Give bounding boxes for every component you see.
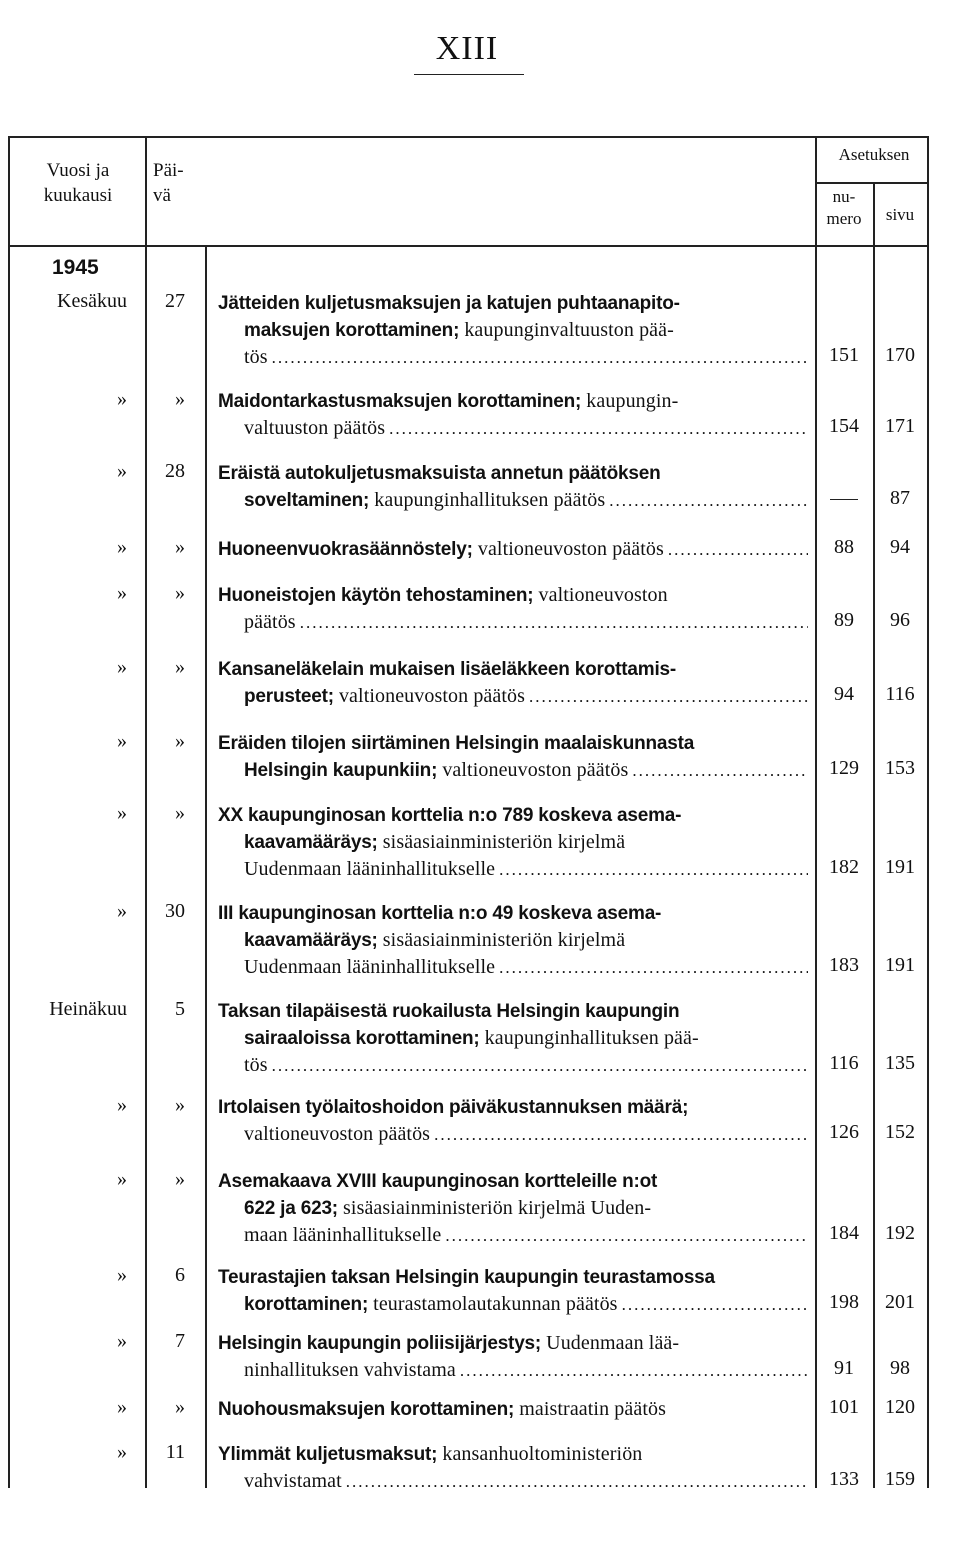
entry-title-line xyxy=(218,415,808,442)
entry-day: » xyxy=(175,582,185,604)
entry-title-line xyxy=(218,1357,808,1384)
dash-placeholder xyxy=(830,499,858,501)
entry-title-line xyxy=(218,1121,808,1148)
entry-title-line xyxy=(218,487,808,514)
entry-authority: Uudenmaan lääninhallitukselle xyxy=(244,956,496,978)
entry-month: » xyxy=(117,460,127,482)
entry-title-line xyxy=(218,1222,808,1249)
entry-title-line xyxy=(218,1330,808,1357)
entry-title xyxy=(218,536,808,563)
entry-month: » xyxy=(117,1330,127,1352)
entry-title xyxy=(218,290,808,371)
entry-authority: ninhallituksen vahvistama xyxy=(244,1359,456,1381)
entry-authority: Uudenmaan lääninhallitukselle xyxy=(244,858,496,880)
entry-decree-number: 116 xyxy=(829,1052,859,1074)
column-header-decree: Asetuksen xyxy=(838,145,910,164)
entry-subject: Jätteiden kuljetusmaksujen ja katujen puhtaanapito- xyxy=(218,293,680,314)
entry-title xyxy=(218,730,808,784)
entry-day: 27 xyxy=(165,290,185,312)
dot-leader xyxy=(499,856,808,883)
entry-subject: 622 ja 623; xyxy=(244,1198,338,1219)
entry-title-line xyxy=(218,1468,808,1495)
entry-day: » xyxy=(175,1396,185,1418)
entry-title xyxy=(218,1330,808,1384)
entry-title-line xyxy=(218,757,808,784)
entry-month: » xyxy=(117,1094,127,1116)
entry-subject: III kaupunginosan korttelia n:o 49 koskeva asema- xyxy=(218,903,662,924)
entry-title-line xyxy=(218,656,808,683)
entry-title-line xyxy=(218,344,808,371)
entry-title-line xyxy=(218,954,808,981)
entry-day: 5 xyxy=(175,998,185,1020)
entry-authority: tös xyxy=(244,1054,268,1076)
entry-title xyxy=(218,900,808,981)
entry-subject: Eräistä autokuljetusmaksuista annetun päätöksen xyxy=(218,463,661,484)
entry-decree-number: 129 xyxy=(829,757,859,779)
entry-decree-number: 133 xyxy=(829,1468,859,1490)
entry-page-number: 192 xyxy=(885,1222,915,1244)
entry-subject: soveltaminen; xyxy=(244,490,370,511)
dot-leader xyxy=(434,1121,808,1148)
dot-leader xyxy=(499,954,808,981)
entry-month: Kesäkuu xyxy=(57,290,127,312)
entry-authority: maistraatin päätös xyxy=(514,1398,666,1420)
entry-authority: sisäasiainministeriön kirjelmä Uuden- xyxy=(337,1197,652,1219)
entry-month: » xyxy=(117,656,127,678)
entry-decree-number xyxy=(816,487,872,510)
column-header-day: Päi- vä xyxy=(153,160,184,206)
entry-day: » xyxy=(175,1094,185,1116)
entry-day: 6 xyxy=(175,1264,185,1286)
column-header-number: nu- mero xyxy=(826,187,862,228)
column-header-page: sivu xyxy=(885,205,915,224)
entry-subject: kaavamääräys; xyxy=(244,832,378,853)
entry-decree-number: 89 xyxy=(834,609,854,631)
entry-page-number: 135 xyxy=(885,1052,915,1074)
entry-authority: Uudenmaan lää- xyxy=(541,1332,680,1354)
entry-authority: kaupunginhallituksen päätös xyxy=(369,489,606,511)
entry-authority: valtioneuvoston päätös xyxy=(472,538,664,560)
entry-title xyxy=(218,656,808,710)
entry-authority: valtuuston päätös xyxy=(244,417,386,439)
entry-authority: sisäasiainministeriön kirjelmä xyxy=(377,929,626,951)
entry-title xyxy=(218,1094,808,1148)
dot-leader xyxy=(346,1468,808,1495)
dot-leader xyxy=(300,609,808,636)
dot-leader xyxy=(609,487,808,514)
entry-title-line xyxy=(218,802,808,829)
dot-leader xyxy=(529,683,808,710)
entry-day: 7 xyxy=(175,1330,185,1352)
entry-title-line xyxy=(218,730,808,757)
entry-authority: kaupungin- xyxy=(581,390,679,412)
year-label: 1945 xyxy=(52,256,99,279)
entry-page-number: 191 xyxy=(885,954,915,976)
entry-authority: valtioneuvoston päätös xyxy=(437,759,629,781)
dot-leader xyxy=(460,1357,808,1384)
entry-subject: XX kaupunginosan korttelia n:o 789 koskeva asema- xyxy=(218,805,682,826)
entry-authority: valtioneuvoston päätös xyxy=(244,1123,431,1145)
entry-subject: sairaaloissa korottaminen; xyxy=(244,1028,480,1049)
entry-subject: Ylimmät kuljetusmaksut; xyxy=(218,1444,438,1465)
entry-title-line xyxy=(218,829,808,856)
entry-month: » xyxy=(117,1396,127,1418)
entry-title-line xyxy=(218,900,808,927)
dot-leader xyxy=(668,536,808,563)
entry-page-number: 153 xyxy=(885,757,915,779)
dot-leader xyxy=(632,757,808,784)
entry-decree-number: 183 xyxy=(829,954,859,976)
entry-title-line xyxy=(218,290,808,317)
entry-month: » xyxy=(117,1441,127,1463)
entry-authority: sisäasiainministeriön kirjelmä xyxy=(377,831,626,853)
entry-month: » xyxy=(117,900,127,922)
entry-page-number: 201 xyxy=(885,1291,915,1313)
entry-title-line xyxy=(218,317,808,344)
entry-title-line xyxy=(218,609,808,636)
entry-subject: Maidontarkastusmaksujen korottaminen; xyxy=(218,391,582,412)
entry-decree-number: 184 xyxy=(829,1222,859,1244)
entry-subject: Nuohousmaksujen korottaminen; xyxy=(218,1399,515,1420)
entry-authority: kaupunginvaltuuston pää- xyxy=(459,319,674,341)
entry-page-number: 96 xyxy=(890,609,910,631)
entry-subject: Helsingin kaupungin poliisijärjestys; xyxy=(218,1333,542,1354)
entry-month: » xyxy=(117,730,127,752)
entry-title xyxy=(218,1264,808,1318)
header-top-rule xyxy=(8,136,928,138)
entry-day: » xyxy=(175,656,185,678)
column-divider-text-number xyxy=(815,136,817,1488)
entry-authority: päätös xyxy=(244,611,296,633)
entry-title-line xyxy=(218,683,808,710)
entry-month: » xyxy=(117,582,127,604)
entry-subject: Eräiden tilojen siirtäminen Helsingin maalaiskunnasta xyxy=(218,733,695,754)
entry-subject: Huoneistojen käytön tehostaminen; xyxy=(218,585,534,606)
entry-month: Heinäkuu xyxy=(49,998,127,1020)
column-divider-month-day xyxy=(145,136,147,1488)
column-header-year-month: Vuosi ja kuukausi xyxy=(43,160,113,206)
entry-page-number: 170 xyxy=(885,344,915,366)
entry-subject: kaavamääräys; xyxy=(244,930,378,951)
entry-title-line xyxy=(218,1291,808,1318)
entry-subject: Taksan tilapäisestä ruokailusta Helsingin kaupungin xyxy=(218,1001,680,1022)
entry-authority: valtioneuvoston päätös xyxy=(333,685,526,707)
entry-title-line xyxy=(218,388,808,415)
entry-subject: Helsingin kaupunkiin; xyxy=(244,760,438,781)
entry-page-number: 116 xyxy=(885,683,915,705)
entry-title xyxy=(218,1168,808,1249)
entry-title-line xyxy=(218,856,808,883)
entry-subject: perusteet; xyxy=(244,686,334,707)
entry-decree-number: 91 xyxy=(834,1357,854,1379)
entry-day: » xyxy=(175,802,185,824)
entry-page-number: 171 xyxy=(885,415,915,437)
entry-page-number: 98 xyxy=(890,1357,910,1379)
entry-title-line xyxy=(218,927,808,954)
entry-title xyxy=(218,582,808,636)
entry-title-line xyxy=(218,1441,808,1468)
entry-subject: Teurastajien taksan Helsingin kaupungin teurastamossa xyxy=(218,1267,715,1288)
entry-title-line xyxy=(218,582,808,609)
header-bottom-rule xyxy=(8,245,928,247)
entry-title xyxy=(218,802,808,883)
header-rule xyxy=(414,74,524,75)
column-divider-day-text xyxy=(205,246,207,1488)
entry-subject: Kansaneläkelain mukaisen lisäeläkkeen korottamis- xyxy=(218,659,677,680)
entry-authority: vahvistamat xyxy=(244,1470,342,1492)
column-divider-left xyxy=(8,136,10,1488)
entry-page-number: 191 xyxy=(885,856,915,878)
entry-title-line xyxy=(218,1168,808,1195)
entry-decree-number: 198 xyxy=(829,1291,859,1313)
entry-authority: kaupunginhallituksen pää- xyxy=(479,1027,699,1049)
entry-decree-number: 154 xyxy=(829,415,859,437)
entry-title-line xyxy=(218,460,808,487)
entry-subject: Huoneenvuokrasäännöstely; xyxy=(218,539,473,560)
entry-subject: maksujen korottaminen; xyxy=(244,320,460,341)
entry-decree-number: 101 xyxy=(829,1396,859,1418)
entry-title xyxy=(218,388,808,442)
entry-authority: tös xyxy=(244,346,268,368)
entry-title-line xyxy=(218,1052,808,1079)
entry-title xyxy=(218,1396,808,1423)
entry-decree-number: 94 xyxy=(834,683,854,705)
entry-month: » xyxy=(117,802,127,824)
entry-day: 11 xyxy=(165,1441,185,1463)
header-decree-rule xyxy=(815,182,928,184)
entry-title-line xyxy=(218,1025,808,1052)
column-divider-right xyxy=(927,136,929,1488)
entry-title-line xyxy=(218,1195,808,1222)
dot-leader xyxy=(272,1052,808,1079)
entry-title-line xyxy=(218,998,808,1025)
entry-authority: maan lääninhallitukselle xyxy=(244,1224,442,1246)
entry-title-line xyxy=(218,1264,808,1291)
dot-leader xyxy=(445,1222,808,1249)
entry-day: » xyxy=(175,388,185,410)
entry-title-line xyxy=(218,1094,808,1121)
entry-month: » xyxy=(117,536,127,558)
dot-leader xyxy=(272,344,808,371)
entry-page-number: 120 xyxy=(885,1396,915,1418)
entry-title xyxy=(218,1441,808,1495)
entry-title-line xyxy=(218,536,808,563)
entry-month: » xyxy=(117,1264,127,1286)
entry-day: » xyxy=(175,536,185,558)
entry-title xyxy=(218,460,808,514)
page-number-header: XIII xyxy=(435,30,499,67)
entry-decree-number: 151 xyxy=(829,344,859,366)
entry-title-line xyxy=(218,1396,808,1423)
entry-decree-number: 88 xyxy=(834,536,854,558)
entry-decree-number: 182 xyxy=(829,856,859,878)
entry-authority: valtioneuvoston xyxy=(533,584,668,606)
entry-day: » xyxy=(175,1168,185,1190)
entry-day: 28 xyxy=(165,460,185,482)
entry-page-number: 152 xyxy=(885,1121,915,1143)
entry-authority: kansanhuoltoministeriön xyxy=(437,1443,643,1465)
dot-leader xyxy=(622,1291,808,1318)
entry-page-number: 87 xyxy=(890,487,910,509)
dot-leader xyxy=(389,415,808,442)
entry-authority: teurastamolautakunnan päätös xyxy=(368,1293,618,1315)
entry-month: » xyxy=(117,1168,127,1190)
entry-title xyxy=(218,998,808,1079)
entry-decree-number: 126 xyxy=(829,1121,859,1143)
entry-day: 30 xyxy=(165,900,185,922)
entry-month: » xyxy=(117,388,127,410)
entry-subject: korottaminen; xyxy=(244,1294,369,1315)
entry-subject: Irtolaisen työlaitoshoidon päiväkustannuksen määrä; xyxy=(218,1097,689,1118)
entry-subject: Asemakaava XVIII kaupunginosan kortteleille n:ot xyxy=(218,1171,658,1192)
entry-page-number: 159 xyxy=(885,1468,915,1490)
entry-day: » xyxy=(175,730,185,752)
entry-page-number: 94 xyxy=(890,536,910,558)
